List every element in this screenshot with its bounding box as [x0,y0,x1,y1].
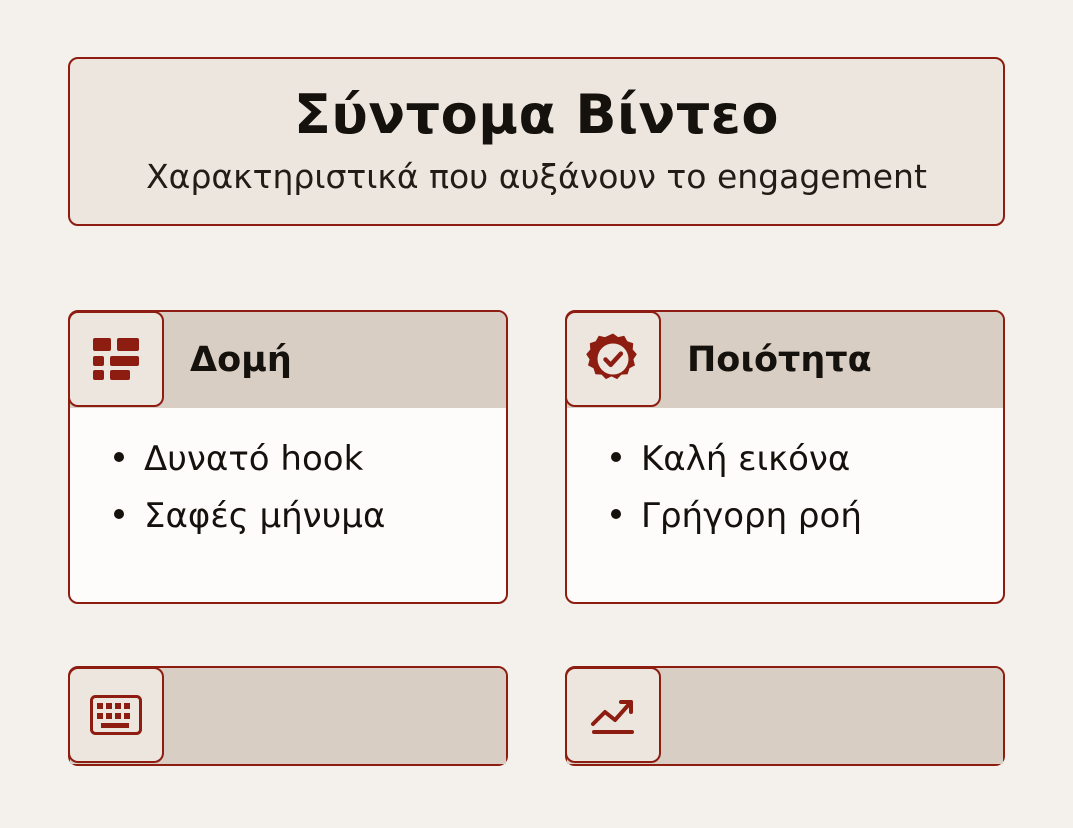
verified-badge-icon [565,311,661,407]
card-title: Δομή [190,340,292,380]
header-banner [68,57,1005,226]
card-bullet-list [611,438,983,537]
card-header [567,312,1003,408]
bullet-dot-icon [611,452,621,462]
list-item [611,438,983,481]
card-header [70,668,506,764]
card-header [70,312,506,408]
page-subtitle: Χαρακτηριστικά που αυξάνουν το engagement [146,157,927,197]
card-body [567,408,1003,602]
card-poiotita [565,310,1005,604]
chart-up-icon [565,667,661,763]
bullet-dot-icon [611,509,621,519]
card-domi [68,310,508,604]
card-fourth [565,666,1005,766]
card-third [68,666,508,766]
bullet-dot-icon [114,452,124,462]
cards-grid [68,310,1005,828]
list-layout-icon [68,311,164,407]
list-item-label: Δυνατό hook [144,439,364,479]
list-item [114,495,486,538]
page-title: Σύντομα Βίντεο [294,82,779,146]
cards-row-2 [68,666,1005,766]
list-item-label: Γρήγορη ροή [641,495,862,536]
list-item [114,438,486,481]
card-header [567,668,1003,764]
card-title: Ποιότητα [687,340,872,380]
card-body [70,408,506,602]
list-item [611,495,983,538]
keyboard-icon [68,667,164,763]
list-item-label: Σαφές μήνυμα [144,495,386,536]
bullet-dot-icon [114,509,124,519]
card-bullet-list [114,438,486,537]
list-item-label: Καλή εικόνα [641,439,851,479]
cards-row-1 [68,310,1005,604]
